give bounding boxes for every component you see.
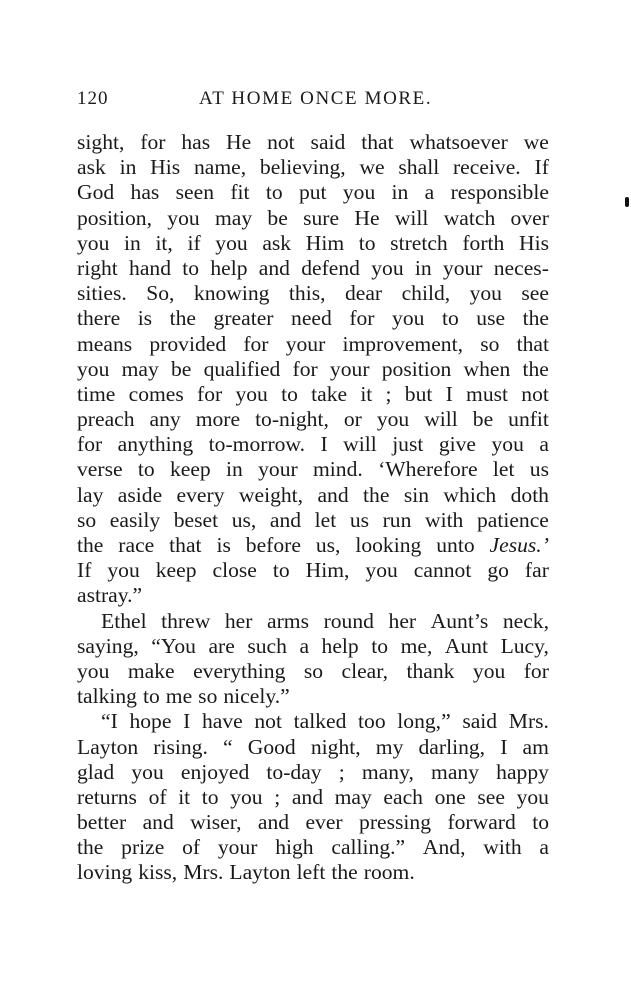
word: saying, — [77, 633, 139, 658]
word: may — [214, 205, 253, 230]
word: weight, — [238, 482, 304, 507]
word: Mrs. — [508, 709, 549, 734]
word: there — [77, 306, 121, 331]
text-line — [77, 382, 549, 407]
word: neck, — [502, 608, 549, 633]
word: nicely.” — [223, 684, 290, 709]
word: a — [424, 180, 435, 205]
word: so — [198, 684, 218, 709]
word: too — [358, 709, 386, 734]
word: And, — [422, 835, 466, 860]
word: for — [523, 658, 549, 683]
word: Lucy, — [500, 633, 549, 658]
word: forward — [447, 810, 516, 835]
word: are — [208, 633, 235, 658]
word: keep — [155, 558, 197, 583]
word: threw — [161, 608, 211, 633]
word: means — [77, 331, 133, 356]
text-line — [77, 306, 549, 331]
word: I — [500, 734, 508, 759]
word: to — [371, 633, 389, 658]
word: seen — [175, 180, 214, 205]
word: position, — [77, 205, 152, 230]
word: will — [424, 407, 458, 432]
word: to — [441, 306, 459, 331]
word: you — [167, 205, 200, 230]
word: take — [311, 381, 348, 406]
running-head: AT HOME ONCE MORE. — [199, 88, 433, 109]
word: greater — [213, 306, 274, 331]
word: we — [359, 155, 385, 180]
text-line — [77, 457, 549, 482]
word: Him — [305, 230, 345, 255]
text-line — [77, 835, 549, 860]
text-line — [77, 684, 549, 709]
word: many, — [361, 759, 414, 784]
word: you — [342, 180, 376, 205]
word: He — [226, 130, 252, 154]
word: right — [77, 255, 118, 280]
word: her — [224, 608, 253, 633]
word: forth — [462, 230, 505, 255]
word: each — [383, 784, 423, 809]
word: So, — [146, 281, 175, 306]
word: loving — [77, 860, 133, 885]
word: said — [310, 130, 346, 154]
text-line — [77, 180, 549, 205]
word: you — [77, 658, 110, 683]
word: to-day — [266, 759, 322, 784]
text-line — [77, 558, 549, 583]
word: astray.” — [77, 583, 143, 608]
word: that — [361, 130, 394, 154]
word: sure — [303, 205, 340, 230]
word: and — [258, 255, 290, 280]
word: but — [404, 381, 433, 406]
word: arms — [267, 608, 309, 633]
word: so — [77, 507, 97, 532]
word: it — [360, 381, 373, 406]
word: to — [201, 784, 219, 809]
word: pressing — [359, 810, 432, 835]
word: to — [265, 180, 283, 205]
word: so — [303, 658, 324, 683]
word: improvement, — [342, 331, 464, 356]
word: round — [323, 608, 374, 633]
word: If — [77, 558, 92, 583]
word: you — [77, 356, 110, 381]
word: which — [443, 482, 497, 507]
word: her — [388, 608, 417, 633]
word: a — [299, 633, 310, 658]
word: darling, — [418, 734, 486, 759]
word: my — [375, 734, 404, 759]
word: thank — [406, 658, 455, 683]
word: may — [121, 356, 159, 381]
word: close — [212, 558, 257, 583]
word: enjoyed — [180, 759, 250, 784]
word: for — [292, 356, 318, 381]
word: your — [329, 356, 370, 381]
word: in — [226, 457, 243, 482]
text-line — [77, 357, 549, 382]
word: will — [394, 205, 429, 230]
word: of — [182, 835, 201, 860]
word: your — [217, 835, 258, 860]
word: you — [376, 407, 410, 432]
word: I — [445, 381, 453, 406]
text-line — [77, 659, 549, 684]
word: better — [77, 810, 127, 835]
word: wiser, — [190, 810, 242, 835]
word: see — [477, 784, 505, 809]
word: high — [275, 835, 314, 860]
text-line — [77, 256, 549, 281]
word: let — [492, 457, 515, 482]
word: the — [522, 356, 549, 381]
word: your — [258, 457, 298, 482]
word: “You — [151, 633, 196, 658]
word: for — [77, 432, 103, 457]
word: help — [210, 255, 248, 280]
text-line — [77, 860, 549, 885]
word: help — [321, 633, 359, 658]
word: sight, — [77, 130, 125, 154]
word: believing, — [259, 155, 346, 180]
word: give — [438, 432, 477, 457]
word: cannot — [413, 558, 472, 583]
word: is — [216, 533, 231, 557]
word: Jesus.’ — [489, 533, 549, 557]
text-line — [77, 508, 549, 533]
word: and — [257, 810, 290, 835]
word: have — [201, 709, 243, 734]
word: to — [182, 255, 200, 280]
text-line — [77, 810, 549, 835]
word: watch — [443, 205, 496, 230]
word: to-night, — [255, 407, 329, 432]
margin-mark — [625, 197, 629, 207]
word: the — [331, 860, 358, 885]
word: room. — [363, 860, 415, 885]
word: anything — [117, 432, 194, 457]
word: ; — [274, 784, 281, 809]
word: must — [466, 381, 509, 406]
word: “I — [101, 709, 118, 734]
word: Aunt’s — [430, 608, 489, 633]
word: you — [491, 432, 524, 457]
word: am — [522, 734, 549, 759]
word: whatsoever — [409, 130, 508, 154]
word: if — [187, 230, 201, 255]
word: any — [149, 407, 181, 432]
word: race — [118, 533, 155, 557]
word: to — [358, 230, 376, 255]
word: the — [363, 482, 390, 507]
word: you — [392, 306, 425, 331]
word: is — [137, 306, 153, 331]
word: returns — [77, 784, 137, 809]
word: with — [483, 835, 522, 860]
text-line — [77, 583, 549, 608]
word: be — [472, 407, 494, 432]
text-line — [77, 155, 549, 180]
text-line — [77, 785, 549, 810]
word: and — [291, 784, 323, 809]
word: with — [424, 507, 464, 532]
word: your — [442, 255, 483, 280]
word: fit — [230, 180, 250, 205]
word: and — [269, 507, 302, 532]
page-header — [77, 88, 549, 114]
word: me — [165, 684, 193, 709]
word: of — [148, 784, 167, 809]
word: name, — [193, 155, 247, 180]
word: and — [142, 810, 174, 835]
word: said — [462, 709, 498, 734]
word: “ — [223, 734, 233, 759]
word: your — [285, 331, 326, 356]
word: when — [463, 356, 511, 381]
word: be — [170, 356, 192, 381]
word: aside — [117, 482, 163, 507]
word: us — [529, 457, 549, 482]
word: we — [523, 130, 549, 154]
word: need — [291, 306, 332, 331]
text-line — [77, 709, 549, 734]
word: doth — [510, 482, 549, 507]
word: you — [516, 784, 549, 809]
word: Mrs. — [183, 860, 224, 885]
word: Layton — [77, 734, 139, 759]
word: receive. — [452, 155, 521, 180]
word: you — [472, 658, 506, 683]
word: you — [131, 759, 164, 784]
word: ask — [262, 230, 292, 255]
word: child, — [401, 281, 451, 306]
word: it, — [155, 230, 173, 255]
word: you — [215, 230, 248, 255]
word: this, — [288, 281, 326, 306]
word: Ethel — [101, 608, 147, 633]
word: verse — [77, 457, 123, 482]
word: you — [371, 255, 404, 280]
word: that — [169, 533, 202, 557]
word: I — [183, 709, 191, 734]
word: mind. — [313, 457, 363, 482]
body-text — [77, 130, 549, 886]
word: preach — [77, 407, 135, 432]
word: prize — [121, 835, 165, 860]
word: for — [349, 306, 375, 331]
word: ‘Wherefore — [378, 457, 478, 482]
word: for — [243, 331, 269, 356]
word: If — [534, 155, 549, 180]
word: comes — [128, 381, 184, 406]
word: me, — [400, 633, 433, 658]
word: in — [414, 255, 432, 280]
word: lay — [77, 482, 104, 507]
word: in — [391, 180, 409, 205]
word: to — [137, 457, 155, 482]
page-number: 120 — [77, 88, 109, 109]
word: He — [354, 205, 380, 230]
word: the — [522, 306, 549, 331]
text-line — [77, 432, 549, 457]
word: patience — [476, 507, 549, 532]
word: make — [127, 658, 175, 683]
word: put — [298, 180, 327, 205]
word: neces- — [493, 255, 549, 280]
word: responsible — [450, 180, 549, 205]
word: unto — [436, 533, 475, 557]
word: for — [140, 130, 166, 154]
word: easily — [109, 507, 161, 532]
word: so — [480, 331, 500, 356]
word: has — [181, 130, 211, 154]
word: far — [524, 558, 549, 583]
word: His — [518, 230, 549, 255]
word: many — [431, 759, 480, 784]
word: you — [235, 381, 268, 406]
word: Him, — [305, 558, 350, 583]
text-line — [77, 206, 549, 231]
word: you — [230, 784, 263, 809]
word: ask — [77, 155, 106, 180]
word: knowing — [193, 281, 270, 306]
word: hand — [129, 255, 172, 280]
word: dear — [344, 281, 383, 306]
word: before — [245, 533, 301, 557]
word: not — [267, 130, 295, 154]
word: you — [365, 558, 398, 583]
word: defend — [301, 255, 360, 280]
word: night, — [310, 734, 361, 759]
word: talking — [77, 684, 137, 709]
word: a — [539, 432, 549, 457]
word: run — [382, 507, 412, 532]
word: and — [317, 482, 349, 507]
word: one — [434, 784, 466, 809]
word: I — [320, 432, 328, 457]
word: stretch — [390, 230, 448, 255]
text-line — [77, 533, 549, 558]
word: for — [197, 381, 223, 406]
word: the — [77, 835, 104, 860]
word: hope — [129, 709, 172, 734]
word: His — [150, 155, 181, 180]
word: see — [521, 281, 549, 306]
word: everything — [193, 658, 286, 683]
text-line — [77, 407, 549, 432]
word: Good — [247, 734, 296, 759]
word: go — [487, 558, 509, 583]
word: God — [77, 180, 115, 205]
word: you — [107, 558, 140, 583]
text-line — [77, 130, 549, 155]
word: long,” — [397, 709, 451, 734]
word: rising. — [153, 734, 208, 759]
word: you — [469, 281, 502, 306]
text-line — [77, 332, 549, 357]
word: us — [349, 507, 370, 532]
text-line — [77, 281, 549, 306]
word: happy — [496, 759, 549, 784]
word: Aunt — [444, 633, 489, 658]
word: sities. — [77, 281, 127, 306]
word: keep — [169, 457, 211, 482]
word: just — [392, 432, 424, 457]
word: ever — [305, 810, 343, 835]
word: provided — [149, 331, 227, 356]
word: position — [381, 356, 452, 381]
word: use — [476, 306, 506, 331]
word: sin — [403, 482, 430, 507]
word: to-morrow. — [208, 432, 306, 457]
word: the — [169, 306, 197, 331]
word: will — [343, 432, 377, 457]
word: may — [334, 784, 372, 809]
word: the — [77, 533, 104, 557]
word: to — [272, 558, 290, 583]
word: qualified — [203, 356, 281, 381]
word: left — [296, 860, 326, 885]
word: ; — [385, 381, 392, 406]
word: looking — [355, 533, 422, 557]
word: calling.” — [331, 835, 406, 860]
word: it — [178, 784, 191, 809]
word: Layton — [229, 860, 291, 885]
text-line — [77, 634, 549, 659]
word: time — [77, 381, 116, 406]
word: you — [77, 230, 110, 255]
word: such — [247, 633, 287, 658]
word: kiss, — [138, 860, 178, 885]
word: shall — [398, 155, 440, 180]
word: over — [510, 205, 549, 230]
word: or — [343, 407, 362, 432]
word: glad — [77, 759, 115, 784]
word: has — [130, 180, 160, 205]
word: a — [539, 835, 549, 860]
word: to — [142, 684, 160, 709]
word: be — [267, 205, 288, 230]
word: clear, — [341, 658, 388, 683]
word: in — [119, 155, 137, 180]
word: every — [176, 482, 225, 507]
text-line — [77, 231, 549, 256]
word: let — [314, 507, 337, 532]
word: not — [254, 709, 282, 734]
text-line — [77, 609, 549, 634]
word: beset — [173, 507, 219, 532]
word: in — [124, 230, 141, 255]
text-line — [77, 735, 549, 760]
word: to — [281, 381, 298, 406]
text-line — [77, 483, 549, 508]
word: ; — [338, 759, 345, 784]
word: to — [532, 810, 549, 835]
word: us, — [231, 507, 257, 532]
word: talked — [293, 709, 347, 734]
text-line — [77, 760, 549, 785]
word: not — [521, 381, 549, 406]
word: more — [195, 407, 241, 432]
word: that — [516, 331, 549, 356]
word: unfit — [508, 407, 549, 432]
word: us, — [315, 533, 341, 557]
